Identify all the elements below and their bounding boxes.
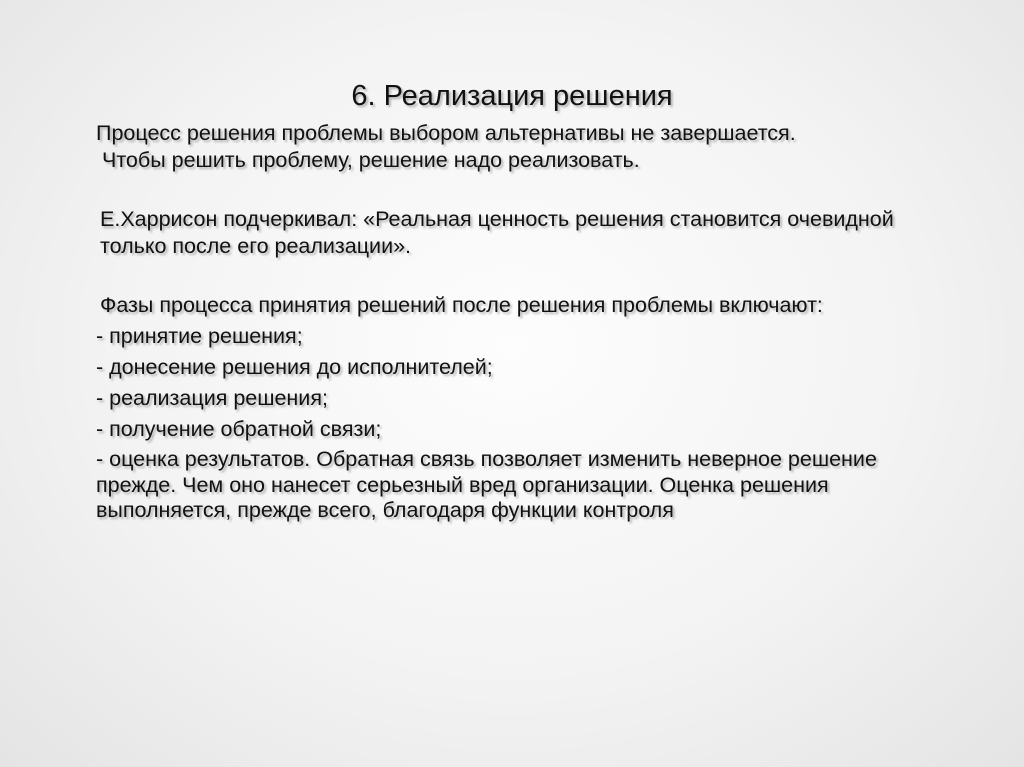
slide-title: 6. Реализация решения [351,80,673,112]
harrison-quote: Е.Харрисон подчеркивал: «Реальная ценность решения становится очевидной только после его реализации». [100,207,894,258]
phases-list [96,323,936,524]
phase-item-feedback: - получение обратной связи; [96,417,382,441]
phases-intro: Фазы процесса принятия решений после решения проблемы включают: [100,293,823,317]
intro-line-2: Чтобы решить проблему, решение надо реализовать. [102,148,640,172]
phase-item-decision: - принятие решения; [96,324,303,348]
phase-item-communication: - донесение решения до исполнителей; [96,355,493,379]
phase-item-evaluation: - оценка результатов. Обратная связь позволяет изменить неверное решение прежде. Чем оно нанесет серьезный вред организации. Оценка решения выполняется, прежде всего, благодаря функции контроля [96,447,877,522]
phase-item-implementation: - реализация решения; [96,386,328,410]
intro-line-1: Процесс решения проблемы выбором альтернативы не завершается. [96,121,796,145]
intro-paragraph [96,120,936,174]
slide-body [96,120,936,528]
